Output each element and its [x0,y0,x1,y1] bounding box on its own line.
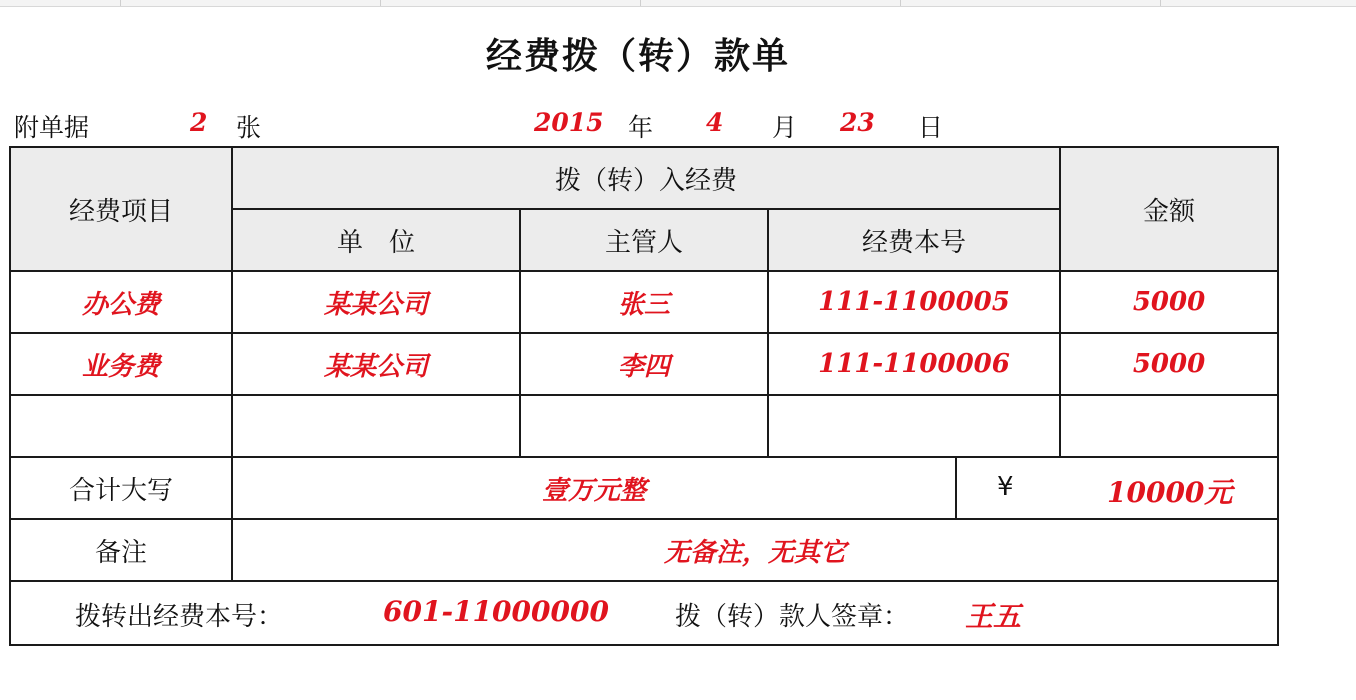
header-row [10,147,1278,209]
footer-row [10,581,1278,645]
currency-symbol: ¥ [997,472,1014,502]
row-item: 办公费 [10,271,232,333]
total-words: 壹万元整 [232,457,956,519]
row-manager [520,395,768,457]
form-title: 经费拨（转）款单 [485,36,790,77]
date-year: 2015 [534,108,604,137]
divider [900,0,901,6]
col-header-item: 经费项目 [10,147,232,271]
row-item: 业务费 [10,333,232,395]
total-row [10,457,1278,519]
out-account-label: 拨转出经费本号： [75,602,284,632]
col-header-manager: 主管人 [520,209,768,271]
row-amount: 5000 [1060,333,1278,395]
row-unit [232,395,520,457]
month-label: 月 [772,113,798,142]
table-row [10,395,1278,457]
table-row [10,333,1278,395]
signer-label: 拨（转）款人签章： [675,602,910,632]
attach-count: 2 [190,108,208,137]
row-amount [1060,395,1278,457]
total-amount-cell [956,457,1278,519]
footer-cell [10,581,1278,645]
top-toolbar-strip [0,0,1356,7]
row-item [10,395,232,457]
table-row [10,271,1278,333]
attach-unit: 张 [236,113,262,142]
day-label: 日 [918,113,944,142]
row-manager: 张三 [520,271,768,333]
row-manager: 李四 [520,333,768,395]
divider [1160,0,1161,6]
date-month: 4 [706,108,724,137]
total-label: 合计大写 [10,457,232,519]
attach-label: 附单据 [14,113,90,142]
date-day: 23 [840,108,875,137]
row-account: 111-1100006 [768,333,1060,395]
row-unit: 某某公司 [232,333,520,395]
remark-label: 备注 [10,519,232,581]
row-account [768,395,1060,457]
remark-row [10,519,1278,581]
total-amount: 10000元 [1107,476,1233,509]
row-amount: 5000 [1060,271,1278,333]
col-header-amount: 金额 [1060,147,1278,271]
year-label: 年 [628,113,654,142]
col-header-account: 经费本号 [768,209,1060,271]
expense-form-table [9,146,1279,646]
divider [120,0,121,6]
row-account: 111-1100005 [768,271,1060,333]
col-header-transfer-in: 拨（转）入经费 [232,147,1060,209]
signer-value: 王五 [965,600,1022,633]
row-unit: 某某公司 [232,271,520,333]
divider [640,0,641,6]
remark-value: 无备注，无其它 [232,519,1278,581]
out-account-value: 601-11000000 [383,595,609,628]
col-header-unit: 单 位 [232,209,520,271]
divider [380,0,381,6]
